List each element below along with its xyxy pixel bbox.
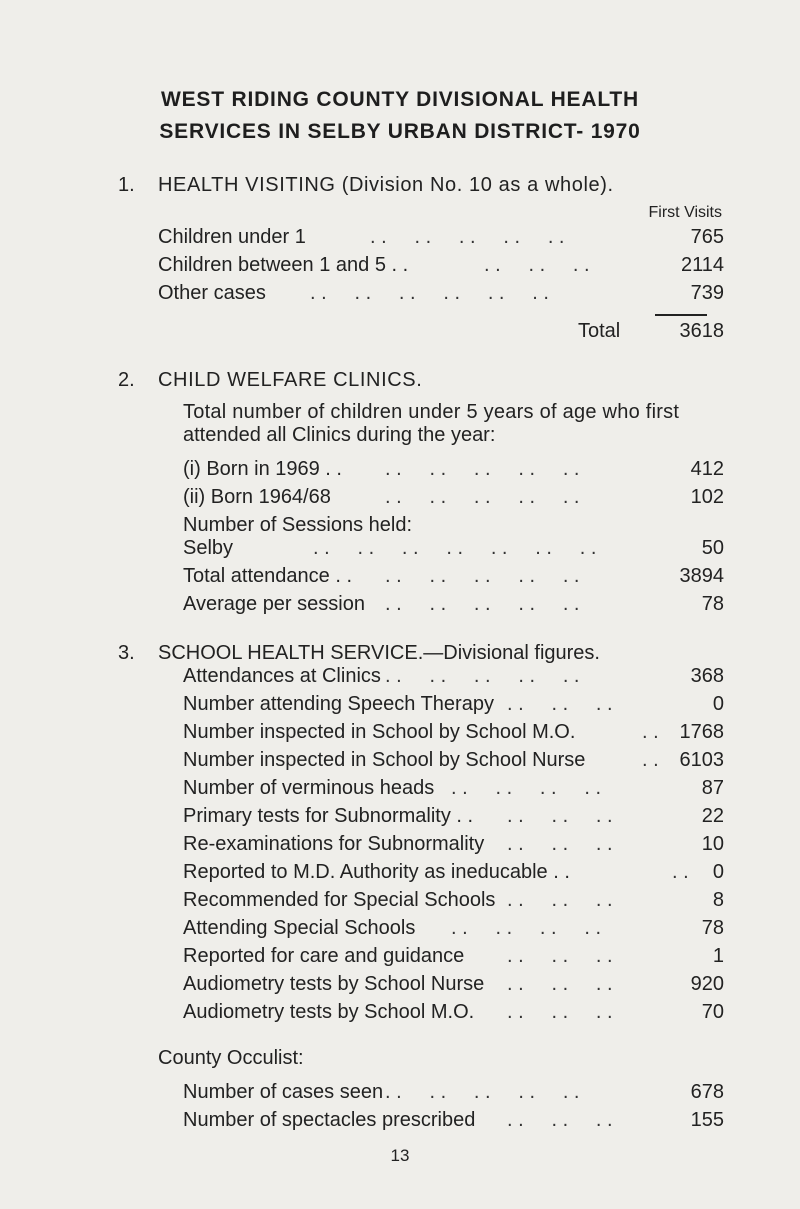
row-leader-dots: . . . . . . xyxy=(507,805,613,827)
row-label: Reported to M.D. Authority as ineducable . . xyxy=(183,861,570,883)
section-1-heading: HEALTH VISITING (Division No. 10 as a whole). xyxy=(158,174,614,196)
row-label: (ii) Born 1964/68 xyxy=(183,486,331,508)
row-value: 678 xyxy=(690,1081,724,1103)
row-value: 920 xyxy=(690,973,724,995)
row-label: Selby xyxy=(183,537,234,559)
row-value: 368 xyxy=(690,665,724,687)
row-label: Other cases xyxy=(158,282,266,304)
row-leader-dots: . . . . . . . . . . . . . . xyxy=(313,537,597,559)
row-label: (i) Born in 1969 . . xyxy=(183,458,342,480)
row-leader-dots: . . . . . . xyxy=(484,254,590,276)
row-leader-dots: . . . . . . . . . . xyxy=(370,226,565,248)
row-value: 155 xyxy=(690,1109,724,1131)
row-label: Recommended for Special Schools xyxy=(183,889,496,911)
row-leader-dots: . . . . . . xyxy=(507,833,613,855)
section-2-number: 2. xyxy=(118,369,135,391)
row-leader-dots: . . . . . . xyxy=(507,1001,613,1023)
first-visits-column-header: First Visits xyxy=(648,204,722,221)
row-label: Children between 1 and 5 . . xyxy=(158,254,409,276)
row-leader-dots: . . . . . . xyxy=(507,889,613,911)
row-value: 765 xyxy=(690,226,724,248)
row-label: Attending Special Schools xyxy=(183,917,416,939)
row-leader-dots: . . . . . . . . . . xyxy=(385,458,580,480)
section-2-heading: CHILD WELFARE CLINICS. xyxy=(158,369,423,391)
report-title-line-1: WEST RIDING COUNTY DIVISIONAL HEALTH xyxy=(161,88,639,111)
total-label: Total xyxy=(578,320,621,342)
report-title-line-2: SERVICES IN SELBY URBAN DISTRICT- 1970 xyxy=(159,120,641,143)
page-number: 13 xyxy=(390,1146,410,1165)
row-label: Attendances at Clinics xyxy=(183,665,381,687)
row-leader-dots: . . . . . . xyxy=(507,1109,613,1131)
row-leader-dots: . . . . . . . . xyxy=(451,917,602,939)
section-2-intro-line-2: attended all Clinics during the year: xyxy=(183,424,496,446)
row-value: 22 xyxy=(701,805,724,827)
row-label: Number of verminous heads xyxy=(183,777,435,799)
total-value: 3618 xyxy=(679,320,724,342)
row-leader-dots: . . . . . . xyxy=(507,693,613,715)
row-value: 739 xyxy=(690,282,724,304)
row-value: 6103 xyxy=(679,749,724,771)
row-value: 2114 xyxy=(680,254,724,276)
row-leader-dots: . . . . . . . . . . xyxy=(385,565,580,587)
row-leader-dots: . . . . . . xyxy=(507,973,613,995)
row-label: Number of spectacles prescribed xyxy=(183,1109,476,1131)
row-value: 412 xyxy=(690,458,724,480)
row-value: 102 xyxy=(690,486,724,508)
row-leader-dots: . . . . . . . . . . xyxy=(385,665,580,687)
row-leader-dots: . . . . . . xyxy=(507,945,613,967)
section-3-heading: SCHOOL HEALTH SERVICE.—Divisional figures. xyxy=(158,642,600,664)
row-label: Children under 1 xyxy=(158,226,306,248)
section-1-number: 1. xyxy=(118,174,135,196)
row-label: Number inspected in School by School M.O. xyxy=(183,721,576,743)
row-leader-dots: . . . . . . . . . . xyxy=(385,486,580,508)
row-value: 87 xyxy=(701,777,724,799)
row-label: Primary tests for Subnormality . . xyxy=(183,805,474,827)
county-occulist-heading: County Occulist: xyxy=(158,1047,304,1069)
row-leader-dots: . . . . . . . . xyxy=(451,777,602,799)
row-label: Number inspected in School by School Nurse xyxy=(183,749,586,771)
row-value: 8 xyxy=(712,889,724,911)
row-label: Re-examinations for Subnormality xyxy=(183,833,485,855)
row-value: 10 xyxy=(701,833,724,855)
row-value: 78 xyxy=(701,917,724,939)
row-value: 50 xyxy=(701,537,724,559)
row-label: Total attendance . . xyxy=(183,565,353,587)
row-value: 70 xyxy=(701,1001,724,1023)
section-3-number: 3. xyxy=(118,642,135,664)
row-label: Reported for care and guidance xyxy=(183,945,465,967)
row-leader-dots: . . xyxy=(642,749,659,771)
row-value: 1 xyxy=(712,945,724,967)
row-value: 0 xyxy=(712,693,724,715)
row-value: 3894 xyxy=(679,565,724,587)
row-leader-dots: . . xyxy=(642,721,659,743)
row-value: 0 xyxy=(712,861,724,883)
row-label: Audiometry tests by School Nurse xyxy=(183,973,485,995)
row-value: 78 xyxy=(701,593,724,615)
section-2-intro-line-1: Total number of children under 5 years of age who first xyxy=(183,401,680,423)
row-value: 1768 xyxy=(679,721,724,743)
row-label: Number of cases seen xyxy=(183,1081,384,1103)
row-leader-dots: . . . . . . . . . . xyxy=(385,593,580,615)
row-label: Audiometry tests by School M.O. xyxy=(183,1001,475,1023)
row-label: Average per session xyxy=(183,593,365,615)
row-leader-dots: . . . . . . . . . . . . xyxy=(310,282,549,304)
total-rule xyxy=(655,314,707,316)
row-label: Number attending Speech Therapy xyxy=(183,693,494,715)
row-leader-dots: . . xyxy=(672,861,689,883)
row-leader-dots: . . . . . . . . . . xyxy=(385,1081,580,1103)
sessions-heading: Number of Sessions held: xyxy=(183,514,413,536)
